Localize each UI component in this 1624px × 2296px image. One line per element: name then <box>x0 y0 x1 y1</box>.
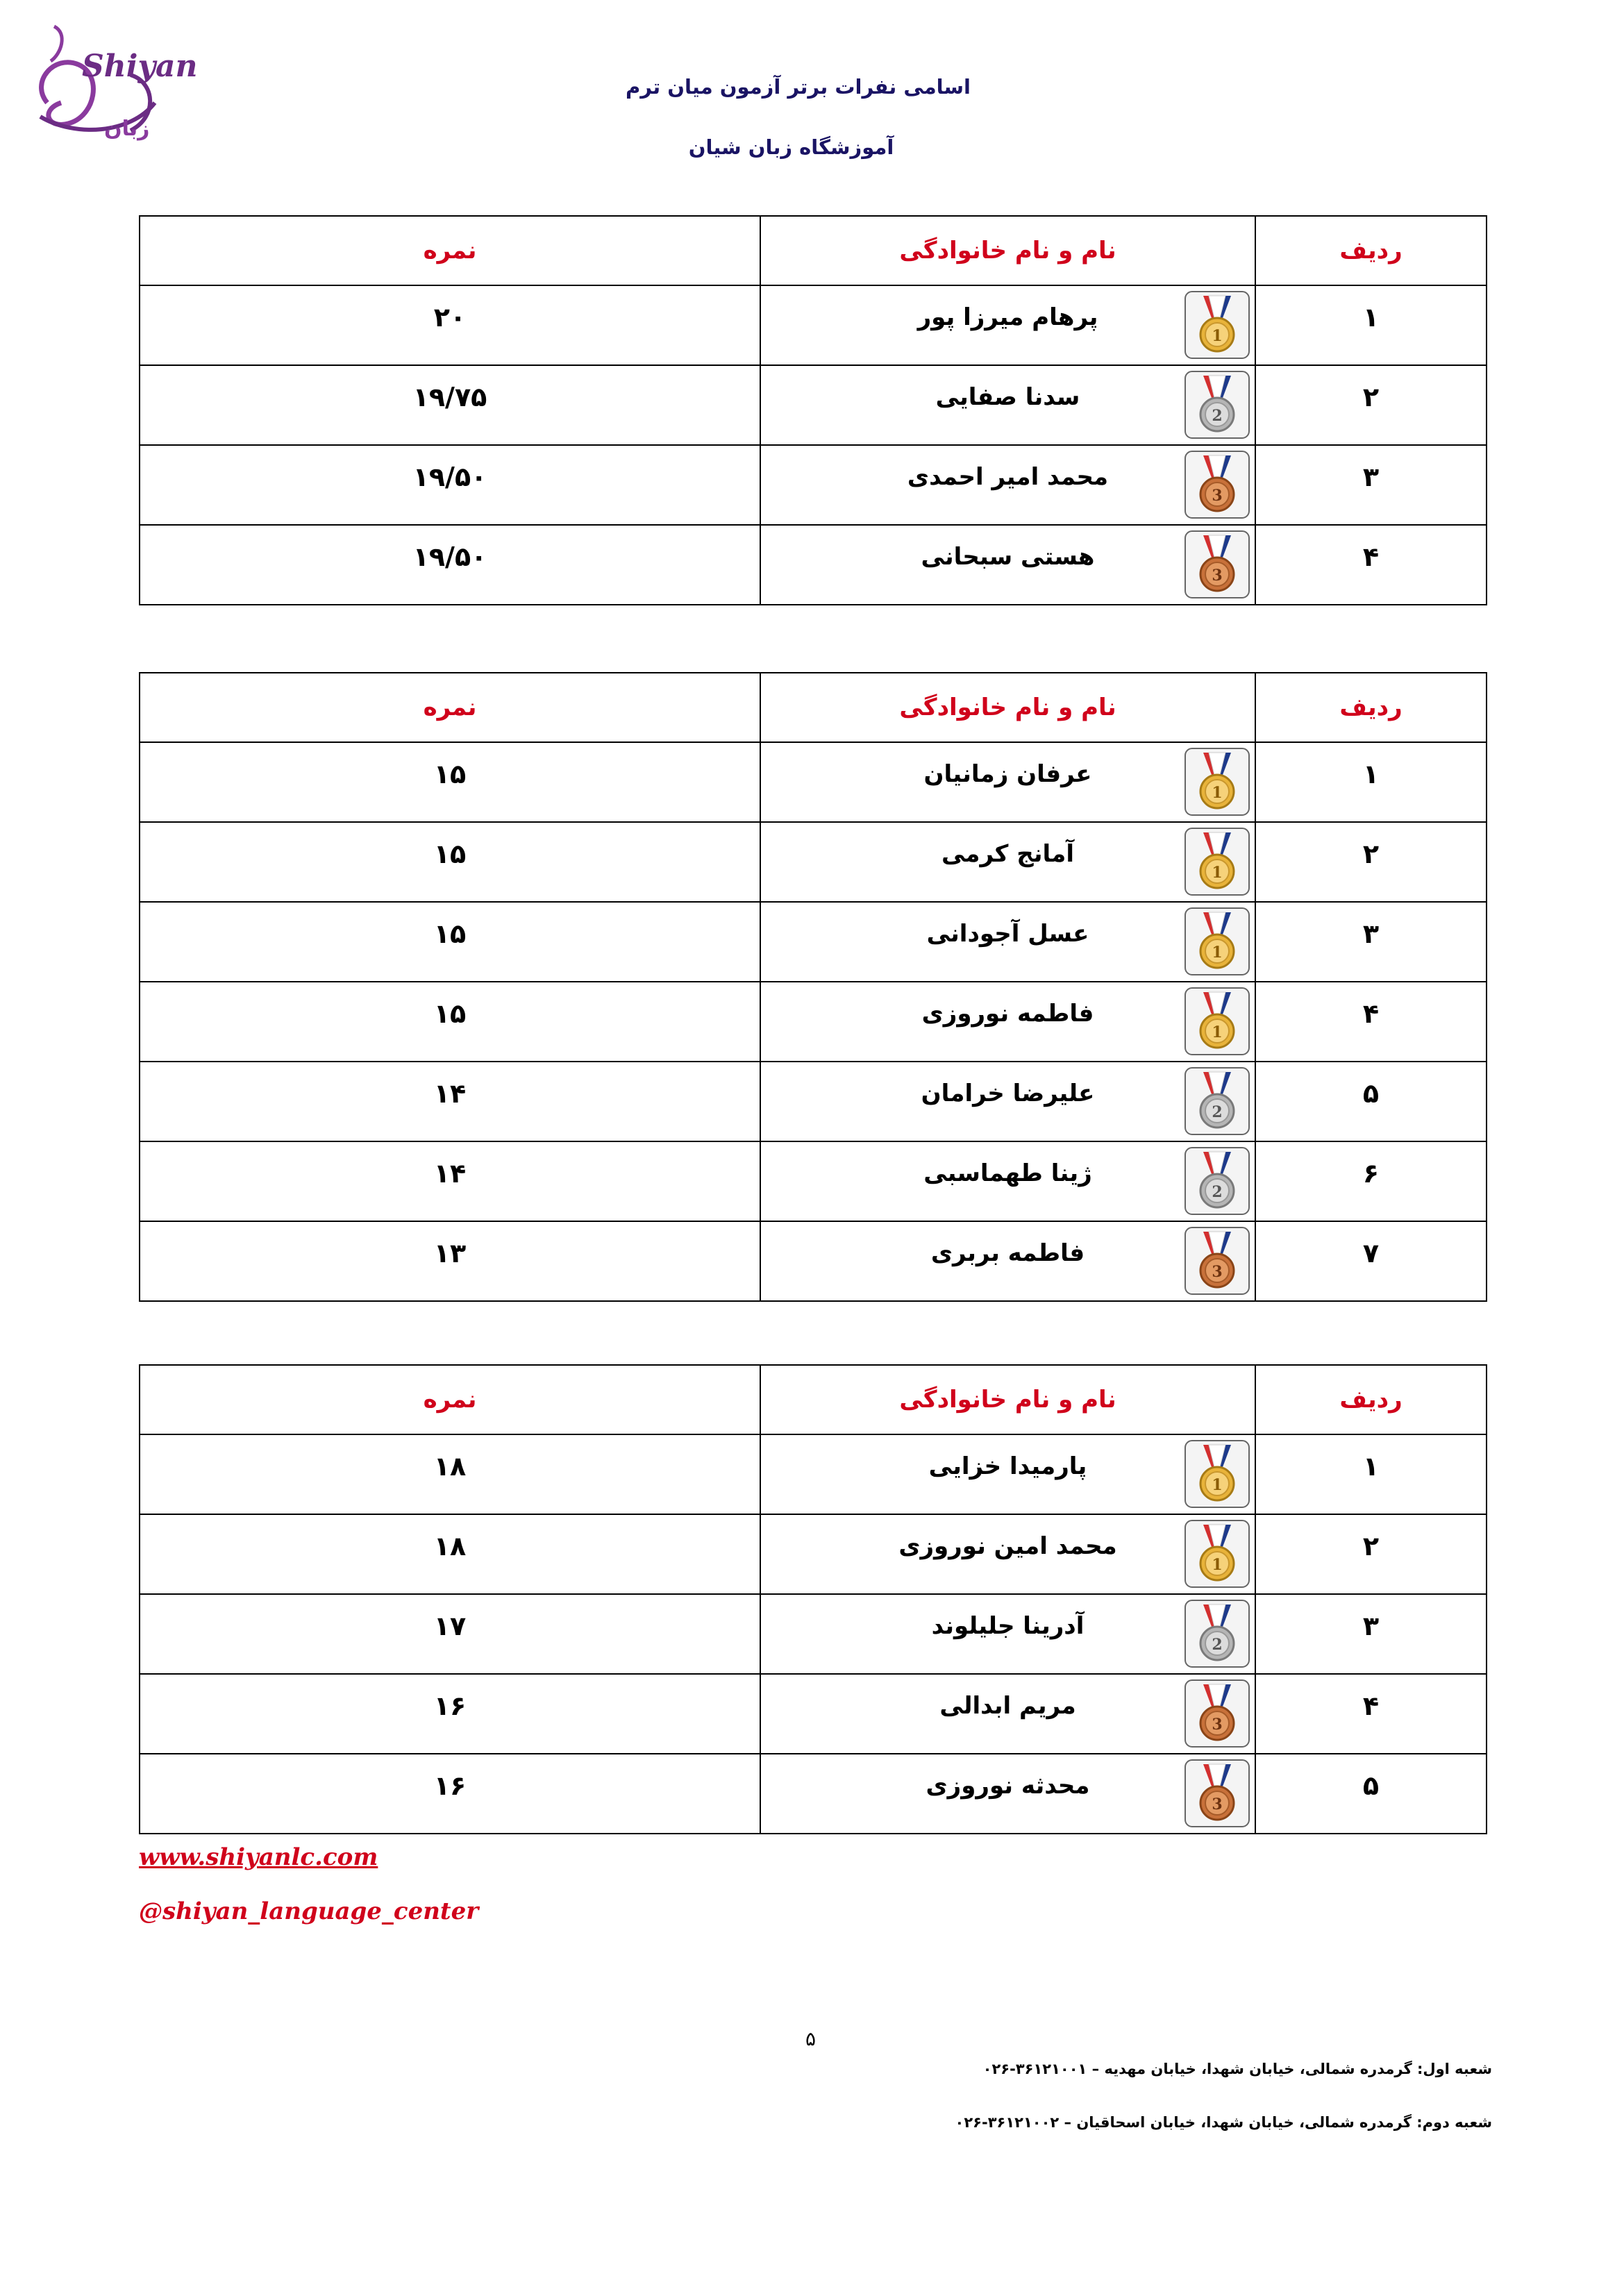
table-row <box>140 982 1487 1062</box>
table-body <box>140 285 1487 605</box>
rank-value: ۷ <box>1362 1237 1380 1268</box>
table-header-row <box>140 216 1487 285</box>
score-value: ۱۹/۵۰ <box>412 461 487 492</box>
score-cell <box>140 1221 760 1301</box>
rank-cell <box>1255 1594 1487 1674</box>
column-header-rank: ردیف <box>1255 673 1487 742</box>
score-value: ۱۵ <box>433 918 467 949</box>
score-cell <box>140 525 760 605</box>
score-value: ۱۵ <box>433 838 467 869</box>
column-header-score: نمره <box>140 216 760 285</box>
table-header-row <box>140 1365 1487 1434</box>
score-cell <box>140 982 760 1062</box>
student-name: مریم ابدالی <box>939 1691 1076 1720</box>
column-header-name: نام و نام خانوادگی <box>760 216 1255 285</box>
student-name: آدرینا جلیلوند <box>931 1611 1085 1640</box>
score-value: ۱۴ <box>433 1078 467 1109</box>
student-name: عرفان زمانیان <box>923 760 1092 788</box>
column-header-rank: ردیف <box>1255 1365 1487 1434</box>
rank-value: ۱ <box>1362 758 1380 789</box>
score-cell <box>140 1062 760 1141</box>
score-cell <box>140 1514 760 1594</box>
name-cell <box>760 902 1255 982</box>
branch-1-address: شعبه اول: گرمدره شمالی، خیابان شهدا، خیابان مهدیه – ۳۶۱۲۱۰۰۱-۰۲۶ <box>982 2061 1492 2077</box>
table-row <box>140 1221 1487 1301</box>
rank-value: ۵ <box>1362 1078 1380 1109</box>
score-cell <box>140 1141 760 1221</box>
table-row <box>140 1754 1487 1834</box>
name-cell <box>760 982 1255 1062</box>
table-body <box>140 742 1487 1301</box>
student-name: علیرضا خرامان <box>921 1079 1095 1107</box>
rank-cell <box>1255 525 1487 605</box>
gold-medal-icon <box>1184 907 1250 976</box>
name-cell <box>760 445 1255 525</box>
rank-value: ۳ <box>1362 918 1380 949</box>
score-value: ۱۷ <box>433 1610 467 1641</box>
score-value: ۱۹/۵۰ <box>412 541 487 572</box>
score-value: ۱۶ <box>433 1690 467 1721</box>
bronze-medal-icon <box>1184 1226 1250 1296</box>
bronze-medal-icon <box>1184 530 1250 599</box>
name-cell <box>760 285 1255 365</box>
page-subtitle: آموزشگاه زبان شیان <box>688 135 894 159</box>
score-cell <box>140 1754 760 1834</box>
score-cell <box>140 902 760 982</box>
table-row <box>140 365 1487 445</box>
student-name: عسل آجودانی <box>926 919 1089 948</box>
name-cell <box>760 1514 1255 1594</box>
gold-medal-icon <box>1184 1519 1250 1589</box>
rank-cell <box>1255 1062 1487 1141</box>
name-cell <box>760 1221 1255 1301</box>
website-link[interactable]: www.shiyanlc.com <box>139 1843 378 1871</box>
gold-medal-icon <box>1184 747 1250 816</box>
student-name: پارمیدا خزایی <box>928 1452 1087 1480</box>
rank-value: ۲ <box>1362 381 1380 412</box>
rank-value: ۵ <box>1362 1770 1380 1801</box>
score-value: ۱۶ <box>433 1770 467 1801</box>
name-cell <box>760 822 1255 902</box>
logo-word: Shiyan <box>82 49 198 84</box>
student-name: هستی سبحانی <box>921 542 1095 571</box>
score-cell <box>140 822 760 902</box>
rank-value: ۱ <box>1362 1450 1380 1482</box>
silver-medal-icon <box>1184 1066 1250 1136</box>
rank-value: ۴ <box>1362 1690 1380 1721</box>
name-cell <box>760 1754 1255 1834</box>
scores-table-3 <box>139 1364 1487 1834</box>
score-cell <box>140 365 760 445</box>
table-row <box>140 1141 1487 1221</box>
student-name: سدنا صفایی <box>935 383 1080 411</box>
score-cell <box>140 1434 760 1514</box>
student-name: پرهام میرزا پور <box>917 303 1098 331</box>
name-cell <box>760 1434 1255 1514</box>
name-cell <box>760 1062 1255 1141</box>
column-header-score: نمره <box>140 1365 760 1434</box>
silver-medal-icon <box>1184 1599 1250 1668</box>
table-row <box>140 822 1487 902</box>
gold-medal-icon <box>1184 290 1250 360</box>
name-cell <box>760 365 1255 445</box>
table-row <box>140 1594 1487 1674</box>
rank-value: ۲ <box>1362 838 1380 869</box>
score-value: ۱۸ <box>433 1530 467 1561</box>
name-cell <box>760 1594 1255 1674</box>
table-row <box>140 1514 1487 1594</box>
instagram-handle[interactable]: @shiyan_language_center <box>139 1897 479 1925</box>
column-header-score: نمره <box>140 673 760 742</box>
score-value: ۱۵ <box>433 758 467 789</box>
silver-medal-icon <box>1184 370 1250 439</box>
student-name: محدثه نوروزی <box>926 1771 1090 1800</box>
name-cell <box>760 525 1255 605</box>
bronze-medal-icon <box>1184 450 1250 519</box>
bronze-medal-icon <box>1184 1679 1250 1748</box>
table-row <box>140 525 1487 605</box>
column-header-rank: ردیف <box>1255 216 1487 285</box>
student-name: ژینا طهماسبی <box>923 1159 1092 1187</box>
rank-cell <box>1255 1514 1487 1594</box>
table-row <box>140 285 1487 365</box>
score-value: ۱۴ <box>433 1157 467 1189</box>
student-name: محمد امیر احمدی <box>907 462 1109 491</box>
rank-value: ۳ <box>1362 1610 1380 1641</box>
name-cell <box>760 1141 1255 1221</box>
rank-cell <box>1255 1221 1487 1301</box>
page-number: ۵ <box>805 2027 817 2050</box>
score-cell <box>140 285 760 365</box>
rank-value: ۱ <box>1362 301 1380 333</box>
rank-cell <box>1255 365 1487 445</box>
table-row <box>140 1062 1487 1141</box>
rank-cell <box>1255 1674 1487 1754</box>
rank-cell <box>1255 1434 1487 1514</box>
gold-medal-icon <box>1184 1439 1250 1509</box>
table-body <box>140 1434 1487 1834</box>
column-header-name: نام و نام خانوادگی <box>760 1365 1255 1434</box>
logo-sub: زبان <box>104 117 150 141</box>
scores-table-2 <box>139 672 1487 1302</box>
score-cell <box>140 445 760 525</box>
score-cell <box>140 1594 760 1674</box>
name-cell <box>760 742 1255 822</box>
table-row <box>140 1674 1487 1754</box>
score-cell <box>140 742 760 822</box>
page-title: اسامی نفرات برتر آزمون میان ترم <box>625 75 971 99</box>
rank-value: ۴ <box>1362 541 1380 572</box>
score-value: ۱۹/۷۵ <box>412 381 487 412</box>
rank-cell <box>1255 1754 1487 1834</box>
score-value: ۱۳ <box>433 1237 467 1268</box>
rank-cell <box>1255 742 1487 822</box>
student-name: محمد امین نوروزی <box>898 1532 1117 1560</box>
student-name: فاطمه نوروزی <box>921 999 1094 1028</box>
rank-cell <box>1255 822 1487 902</box>
rank-cell <box>1255 285 1487 365</box>
table-row <box>140 445 1487 525</box>
student-name: آمانج کرمی <box>941 839 1074 868</box>
column-header-name: نام و نام خانوادگی <box>760 673 1255 742</box>
table-header-row <box>140 673 1487 742</box>
table-row <box>140 902 1487 982</box>
gold-medal-icon <box>1184 987 1250 1056</box>
score-cell <box>140 1674 760 1754</box>
branch-2-address: شعبه دوم: گرمدره شمالی، خیابان شهدا، خیابان اسحاقیان – ۳۶۱۲۱۰۰۲-۰۲۶ <box>955 2114 1492 2131</box>
rank-cell <box>1255 1141 1487 1221</box>
rank-cell <box>1255 445 1487 525</box>
bronze-medal-icon <box>1184 1759 1250 1828</box>
score-value: ۲۰ <box>433 301 467 333</box>
score-value: ۱۸ <box>433 1450 467 1482</box>
rank-cell <box>1255 902 1487 982</box>
gold-medal-icon <box>1184 827 1250 896</box>
rank-cell <box>1255 982 1487 1062</box>
rank-value: ۲ <box>1362 1530 1380 1561</box>
student-name: فاطمه بربری <box>930 1239 1085 1267</box>
table-row <box>140 1434 1487 1514</box>
rank-value: ۴ <box>1362 998 1380 1029</box>
scores-table-1 <box>139 215 1487 605</box>
name-cell <box>760 1674 1255 1754</box>
rank-value: ۳ <box>1362 461 1380 492</box>
rank-value: ۶ <box>1362 1157 1380 1189</box>
score-value: ۱۵ <box>433 998 467 1029</box>
table-row <box>140 742 1487 822</box>
silver-medal-icon <box>1184 1146 1250 1216</box>
